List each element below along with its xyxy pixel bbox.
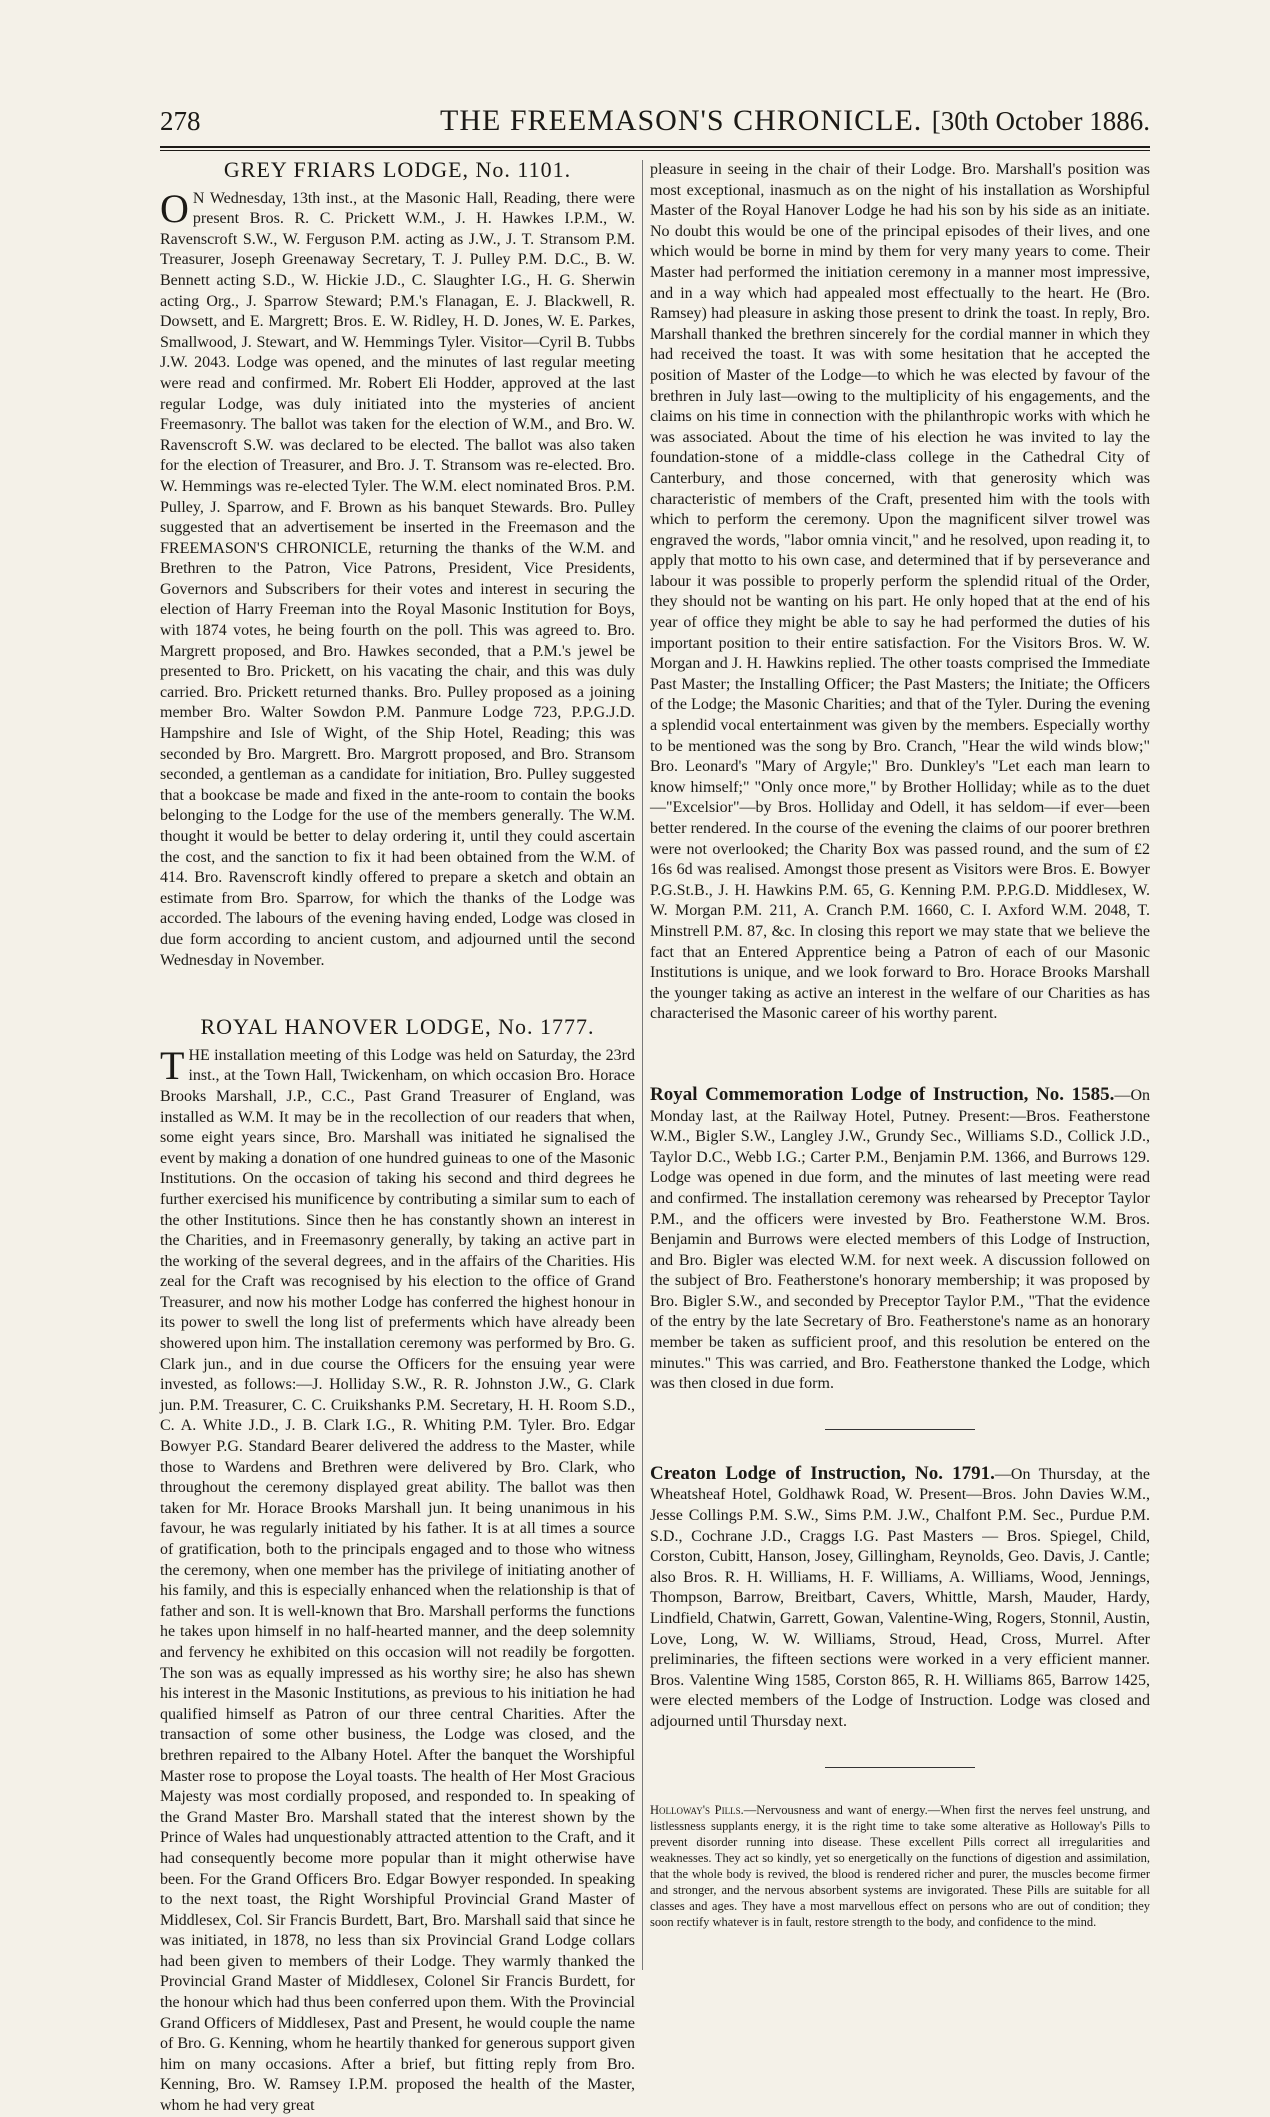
drop-cap: O [160, 185, 189, 231]
paragraph-text: —On Thursday, at the Wheatsheaf Hotel, Goldhawk Road, W. Present—Bros. John Davies W.M., Jesse Collings P.M. S.W., Sims P.M. J.W., Chalfont P.M. Sec., Purdue P.M. S.D., Cochrane J.D., Craggs I.G. Past Masters — Bros. Spiegel, Child, Corston, Cubitt, Hanson, Josey, Gillingham, Reynolds, Geo. Davis, J. Cantle; also Bros. R. H. Williams, H. F. Williams, A. Williams, Wood, Jennings, Thompson, Barrow, Breitbart, Cavers, Whittle, Marsh, Mauder, Hardy, Lindfield, Chatwin, Garrett, Gowan, Valentine-Wing, Rogers, Stonnil, Austin, Love, Long, W. W. Williams, Stroud, Head, Cross, Murrel. After preliminaries, the fifteen sections were worked in a very efficient manner. Bros. Valentine Wing 1585, Corston 865, R. H. Williams 865, Barrow 1425, were elected members of the Lodge of Instruction. Lodge was closed and adjourned until Thursday next. [650, 1465, 1151, 1730]
page-number: 278 [160, 106, 201, 136]
advertisement [650, 1802, 1150, 1930]
article-paragraph [160, 1042, 635, 2117]
right-column [650, 160, 1150, 1980]
article-grey-friars [160, 157, 635, 971]
advert-heading: Holloway's Pills. [650, 1802, 744, 1817]
page-header [160, 100, 1150, 140]
issue-date: [30th October 1886. [931, 106, 1150, 136]
article-continuation: pleasure in seeing in the chair of their Lodge. Bro. Marshall's position was most exceptional, inasmuch as on the night of his installation as Worshipful Master of the Royal Hanover Lodge he had his son by his side as an initiate. No doubt this would be one of the principal episodes of their lives, and one which would be borne in mind by them for very many years to come. Their Master had performed the initiation ceremony in a manner most impressive, and in a way which had appealed most effectually to the heart. He (Bro. Ramsey) had pleasure in asking those present to drink the toast. In reply, Bro. Marshall thanked the brethren sincerely for the cordial manner in which they had received the toast. It was with some hesitation that he accepted the position of Master of the Lodge—to which he was elected by favour of the brethren in July last—owing to the multiplicity of his engagements, and the claims on his time in connection with the philanthropic works with which he was associated. About the time of his election he was invited to lay the foundation-stone of a middle-class college in the Cathedral City of Canterbury, and those concerned, with that generosity which was characteristic of members of the Craft, presented him with the tools with which to perform the ceremony. Upon the magnificent silver trowel was engraved the words, "labor omnia vincit," and he resolved, upon reading it, to apply that motto to his own case, and determined that if by perseverance and labour it was possible to properly perform the splendid ritual of the Order, they should not be wanting on his part. He only hoped that at the end of his year of office they might be able to say he had performed the duties of his important position to their entire satisfaction. For the Visitors Bros. W. W. Morgan and J. H. Hawkins replied. The other toasts comprised the Immediate Past Master; the Installing Officer; the Past Masters; the Initiate; the Officers of the Lodge; the Masonic Charities; and that of the Tyler. During the evening a splendid vocal entertainment was given by the members. Especially worthy to be mentioned was the song by Bro. Cranch, "Hear the wild winds blow;" Bro. Leonard's "Mary of Argyle;" Bro. Dunkley's "Let each man learn to know himself;" "Only once more," by Brother Holliday; while as to the duet—"Excelsior"—by Bros. Holliday and Odell, it has seldom—if ever—been better rendered. In the course of the evening the claims of our poorer brethren were not overlooked; the Charity Box was passed round, and the sum of £2 16s 6d was realised. Amongst those present as Visitors were Bros. E. Bowyer P.G.St.B., J. H. Hawkins P.M. 65, G. Kenning P.M. P.P.G.D. Middlesex, W. W. Morgan P.M. 211, A. Cranch P.M. 1660, C. I. Axford W.M. 2048, T. Minstrell P.M. 87, &c. In closing this report we may state that we believe the fact that an Entered Apprentice being a Patron of each of our Masonic Institutions is unique, and we look forward to Bro. Horace Brooks Marshall the younger taking as active an interest in the welfare of our Charities as has characterised the Masonic career of his worthy parent. [650, 161, 1150, 1023]
article-paragraph [160, 185, 635, 972]
paragraph-text: —On Monday last, at the Railway Hotel, Putney. Present:—Bros. Featherstone W.M., Bigler S.W., Langley J.W., Grundy Sec., Williams S.D., Collick J.D., Taylor D.C., Webb I.G.; Carter P.M., Benjamin P.M. 1366, and Burrows 129. Lodge was opened in due form, and the minutes of last meeting were read and confirmed. The installation ceremony was rehearsed by Preceptor Taylor P.M., and the officers were invested by Bro. Featherstone W.M. Bros. Benjamin and Burrows were elected members of this Lodge of Instruction, and Bro. Bigler was elected W.M. for next week. A discussion followed on the subject of Bro. Featherstone's honorary membership; it was proposed by Bro. Bigler S.W., and seconded by Preceptor Taylor P.M., "That the evidence of the entry by the late Secretary of Bro. Featherstone's name as an honorary member be taken as sufficient proof, and this resolution be entered on the minutes." This was carried, and Bro. Featherstone thanked the Lodge, which was then closed in due form. [650, 1086, 1150, 1393]
article-title: GREY FRIARS LODGE, No. 1101. [223, 157, 572, 182]
masthead: THE FREEMASON'S CHRONICLE. [440, 104, 923, 137]
drop-cap: T [160, 1042, 185, 1088]
spacer [160, 971, 635, 1017]
column-divider [642, 160, 643, 1970]
paragraph-text: N Wednesday, 13th inst., at the Masonic Hall, Reading, there were present Bros. R. C. Prickett W.M., J. H. Hawkes I.P.M., W. Ravenscroft S.W., W. Ferguson P.M. acting as J.W., J. T. Stransom P.M. Treasurer, Joseph Greenaway Secretary, T. J. Pulley P.M. D.C., B. W. Bennett acting S.D., W. Hickie J.D., C. Slaughter I.G., H. G. Sherwin acting Org., J. Sparrow Steward; P.M.'s Flanagan, E. J. Blackwell, R. Dowsett, and E. Margrett; Bros. E. W. Ridley, H. D. Jones, W. E. Parkes, Smallwood, J. Stewart, and W. Hemmings Tyler. Visitor—Cyril B. Tubbs J.W. 2043. Lodge was opened, and the minutes of last regular meeting were read and confirmed. Mr. Robert Eli Hodder, approved at the last regular Lodge, was duly initiated into the mysteries of ancient Freemasonry. The ballot was taken for the election of W.M., and Bro. W. Ravenscroft S.W. was declared to be elected. The ballot was also taken for the election of Treasurer, and Bro. J. T. Stransom was re-elected. Bro. W. Hemmings was re-elected Tyler. The W.M. elect nominated Bros. P.M. Pulley, J. Sparrow, and F. Brown as his banquet Stewards. Bro. Pulley suggested that an advertisement be inserted in the Freemason and the FREEMASON'S CHRONICLE, returning the thanks of the W.M. and Brethren to the Patron, Vice Patrons, President, Vice Presidents, Governors and Subscribers for their votes and interest in securing the election of Harry Freeman into the Royal Masonic Institution for Boys, with 1874 votes, he being fourth on the poll. This was agreed to. Bro. Margrett proposed, and Bro. Hawkes seconded, that a P.M.'s jewel be presented to Bro. Prickett, on his vacating the chair, and this was duly carried. Bro. Prickett returned thanks. Bro. Pulley proposed as a joining member Bro. Walter Sowdon P.M. Panmure Lodge 723, P.P.G.J.D. Hampshire and Isle of Wight, of the Ship Hotel, Reading; this was seconded by Bro. Margrett. Bro. Margrott proposed, and Bro. Stransom seconded, a gentleman as a candidate for initiation, Bro. Pulley suggested that a bookcase be made and fixed in the ante-room to contain the books belonging to the Lodge for the use of the members generally. The W.M. thought it would be better to delay ordering it, until they could ascertain the cost, and the sanction to fix it had been obtained from the W.M. of 414. Bro. Ravenscroft kindly offered to prepare a sketch and obtain an estimate from Bro. Sparrow, for which the thanks of the Lodge was accorded. The labours of the evening having ended, Lodge was closed in due form according to ancient custom, and adjourned until the second Wednesday in November. [160, 189, 635, 969]
left-column [160, 157, 635, 2115]
paragraph-text: HE installation meeting of this Lodge was held on Saturday, the 23rd inst., at the Town Hall, Twickenham, on which occasion Bro. Horace Brooks Marshall, J.P., C.C., Past Grand Treasurer of England, was installed as W.M. It may be in the recollection of our readers that when, some eight years since, Bro. Marshall was initiated he signalised the event by making a donation of one hundred guineas to one of the Masonic Institutions. On the occasion of taking his second and third degrees he further exercised his munificence by contributing a similar sum to each of the other Institutions. Since then he has constantly shown an interest in the Charities, and in Freemasonry generally, by taking an active part in the working of the several degrees, and in the affairs of the Charities. His zeal for the Craft was recognised by his election to the office of Grand Treasurer, and now his mother Lodge has conferred the highest honour in its power to swell the long list of preferments which have already been showered upon him. The installation ceremony was performed by Bro. G. Clark jun., and in due course the Officers for the ensuing year were invested, as follows:—J. Holliday S.W., R. R. Johnston J.W., G. Clark jun. P.M. Treasurer, C. C. Cruikshanks P.M. Secretary, H. H. Room S.D., C. A. White J.D., J. B. Clark I.G., R. Whiting P.M. Tyler. Bro. Edgar Bowyer P.G. Standard Bearer delivered the address to the Master, while those to Wardens and Brethren were delivered by Bro. Clark, who throughout the ceremony displayed great ability. The ballot was then taken for Mr. Horace Brooks Marshall jun. It being unanimous in his favour, he was regularly initiated by his father. It is at all times a source of gratification, both to the principals engaged and to those who witness the ceremony, when one member has the privilege of initiating another of his family, and this is especially enhanced when the relationship is that of father and son. It is well-known that Bro. Marshall performs the functions he takes upon himself in no half-hearted manner, and the deep solemnity and fervency he exhibited on this occasion will not readily be forgotten. The son was as equally impressed as his worthy sire; he also has shewn his interest in the Masonic Institutions, as previous to his initiation he had qualified himself as Patron of our three central Charities. After the transaction of some other business, the Lodge was closed, and the brethren repaired to the Albany Hotel. After the banquet the Worshipful Master rose to propose the Loyal toasts. The health of Her Most Gracious Majesty was most cordially proposed, and responded to. In speaking of the Grand Master Bro. Marshall stated that the interest shown by the Prince of Wales had unquestionably attracted attention to the Craft, and it had consequently become more popular than it might otherwise have been. For the Grand Officers Bro. Edgar Bowyer responded. In speaking to the next toast, the Right Worshipful Provincial Grand Master of Middlesex, Col. Sir Francis Burdett, Bart, Bro. Marshall said that since he was initiated, in 1878, no less than six Provincial Grand Lodge collars had been given to members of their Lodge. They warmly thanked the Provincial Grand Master of Middlesex, Colonel Sir Francis Burdett, for the honour which had thus been conferred upon them. With the Provincial Grand Officers of Middlesex, Past and Present, he would couple the name of Bro. G. Kenning, whom he heartily thanked for generous support given him on many occasions. After a brief, but fitting reply from Bro. Kenning, Bro. W. Ramsey I.P.M. proposed the health of the Master, whom he had very great [160, 1046, 635, 2115]
section-rule [825, 1767, 975, 1768]
section-rule [825, 1429, 975, 1430]
article-royal-hanover [160, 1014, 635, 2116]
article-title: Creaton Lodge of Instruction, No. 1791. [650, 1462, 995, 1484]
article-title: ROYAL HANOVER LODGE, No. 1777. [200, 1014, 595, 1040]
header-rule-thin [160, 150, 1150, 151]
article-title: Royal Commemoration Lodge of Instruction, No. 1585. [650, 1083, 1115, 1105]
header-rule [160, 146, 1150, 148]
spacer [650, 1025, 1150, 1085]
advert-text: —Nervousness and want of energy.—When first the nerves feel unstrung, and listlessness supplants energy, it is the right time to take some alterative as Holloway's Pills to prevent disorder running into disease. These excellent Pills correct all irregularities and weaknesses. They act so kindly, yet so energetically on the functions of digestion and assimilation, that the whole body is revived, the blood is rendered richer and purer, the muscles become firmer and stronger, and the nervous absorbent systems are invigorated. These Pills are suitable for all classes and ages. They have a most marvellous effect on persons who are out of condition; they soon rectify whatever is in fault, restore strength to the body, and confidence to the mind. [650, 1802, 1151, 1929]
